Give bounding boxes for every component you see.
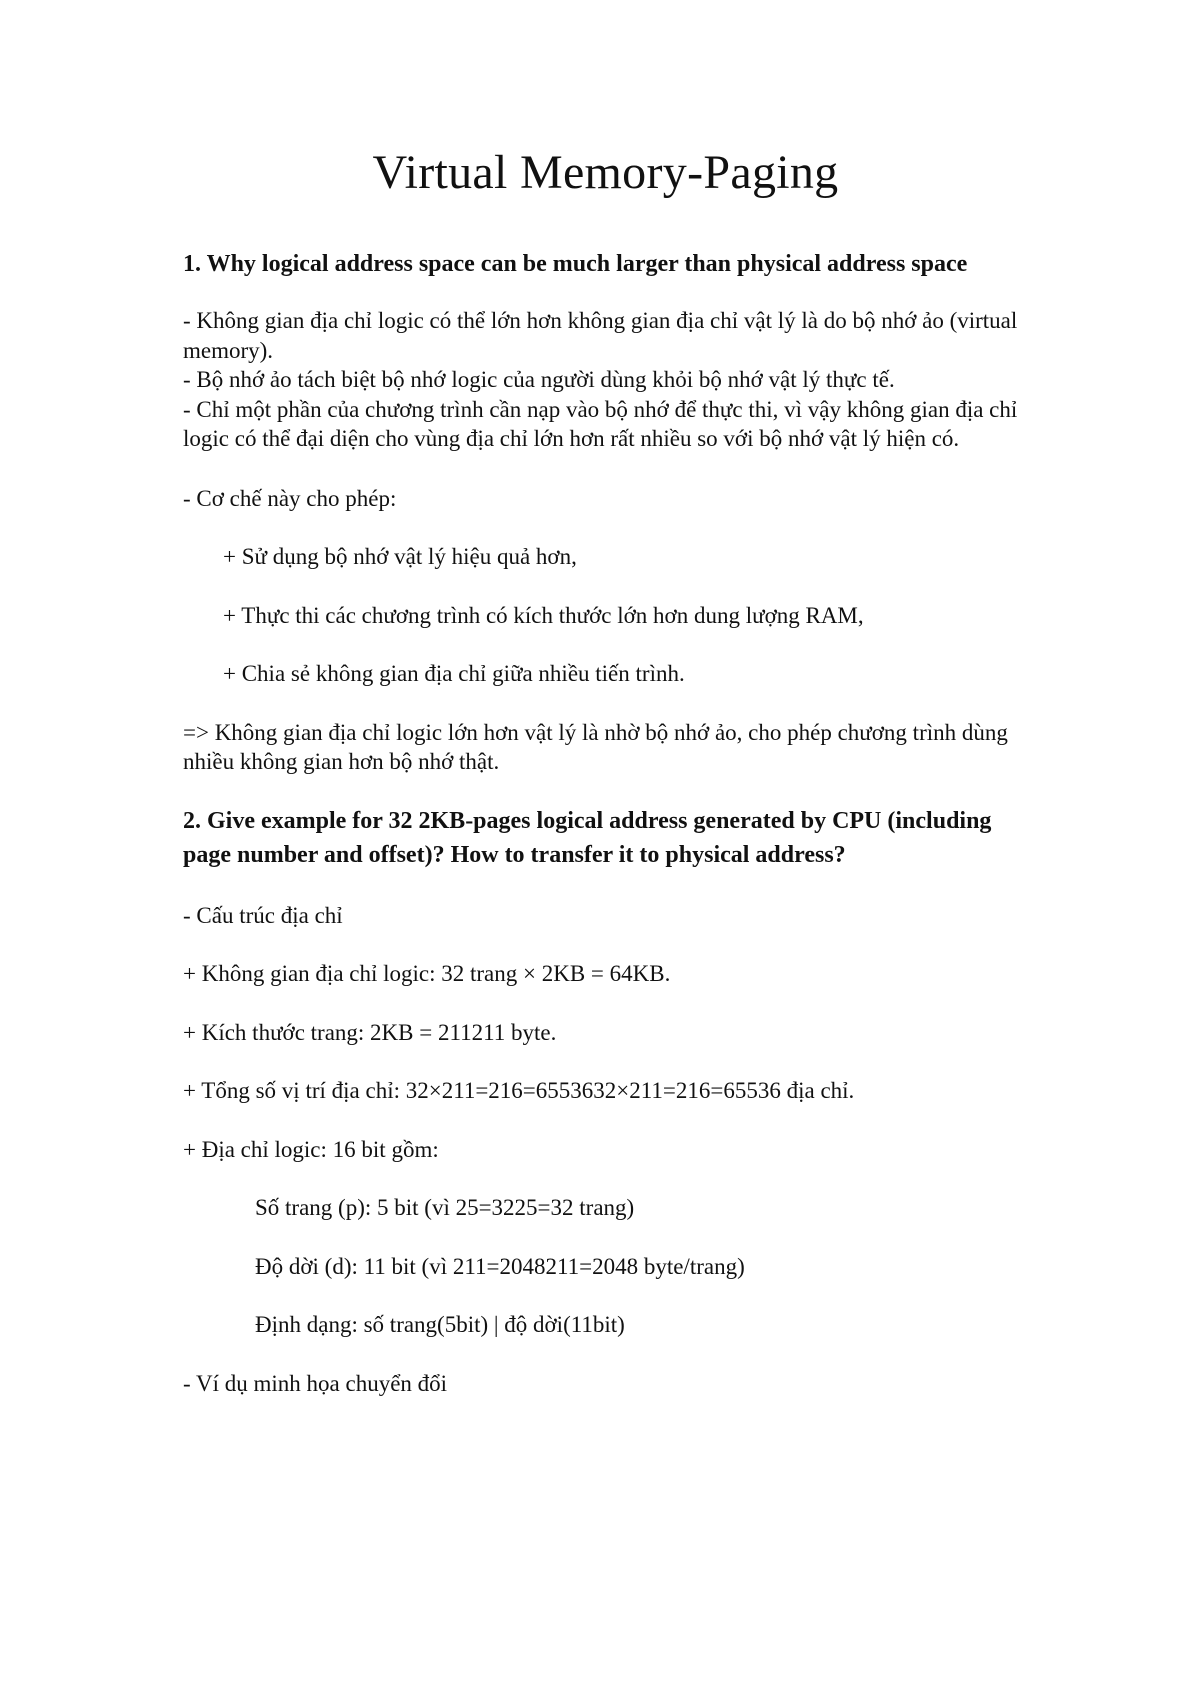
page-title: Virtual Memory-Paging (372, 146, 839, 199)
section2-subitem: Độ dời (d): 11 bit (vì 211=2048211=2048 byte/trang) (255, 1253, 745, 1279)
section2-heading: 2. Give example for 32 2KB-pages logical address generated by CPU (including page number and offset)? How to transfer it to physical address? (183, 807, 992, 868)
section2-example: - Ví dụ minh họa chuyển đổi (183, 1370, 448, 1396)
section2-item: + Địa chỉ logic: 16 bit gồm: (183, 1136, 439, 1162)
section1-line: - Không gian địa chỉ logic có thể lớn hơn không gian địa chỉ vật lý là do bộ nhớ ảo (virtual memory). (183, 308, 1018, 363)
section1-line: - Bộ nhớ ảo tách biệt bộ nhớ logic của người dùng khỏi bộ nhớ vật lý thực tế. (183, 367, 895, 392)
section2-item: + Kích thước trang: 2KB = 211211 byte. (183, 1019, 557, 1045)
section1-explanation (183, 306, 1028, 454)
section1-heading: 1. Why logical address space can be much larger than physical address space (183, 251, 968, 277)
section2-item: + Không gian địa chỉ logic: 32 trang × 2KB = 64KB. (183, 961, 671, 986)
section2-item: + Tổng số vị trí địa chỉ: 32×211=216=6553632×211=216=65536 địa chỉ. (183, 1078, 855, 1103)
section2-subitem: Định dạng: số trang(5bit) | độ dời(11bit) (255, 1312, 625, 1337)
section2-structure: - Cấu trúc địa chỉ (183, 902, 343, 928)
section1-bullet: + Chia sẻ không gian địa chỉ giữa nhiều tiến trình. (223, 661, 685, 686)
section1-bullet: + Thực thi các chương trình có kích thước lớn hơn dung lượng RAM, (223, 602, 864, 628)
section1-bullet: + Sử dụng bộ nhớ vật lý hiệu quả hơn, (223, 544, 577, 569)
section1-line: - Chỉ một phần của chương trình cần nạp vào bộ nhớ để thực thi, vì vậy không gian địa chỉ logic có thể đại diện cho vùng địa chỉ lớn hơn rất nhiều so với bộ nhớ vật lý hiện có. (183, 396, 1018, 451)
section1-mechanism: - Cơ chế này cho phép: (183, 485, 397, 511)
section2-subitem: Số trang (p): 5 bit (vì 25=3225=32 trang) (255, 1195, 635, 1220)
document-content (183, 145, 1028, 1427)
section1-conclusion: => Không gian địa chỉ logic lớn hơn vật lý là nhờ bộ nhớ ảo, cho phép chương trình dùng nhiều không gian hơn bộ nhớ thật. (183, 719, 1008, 774)
